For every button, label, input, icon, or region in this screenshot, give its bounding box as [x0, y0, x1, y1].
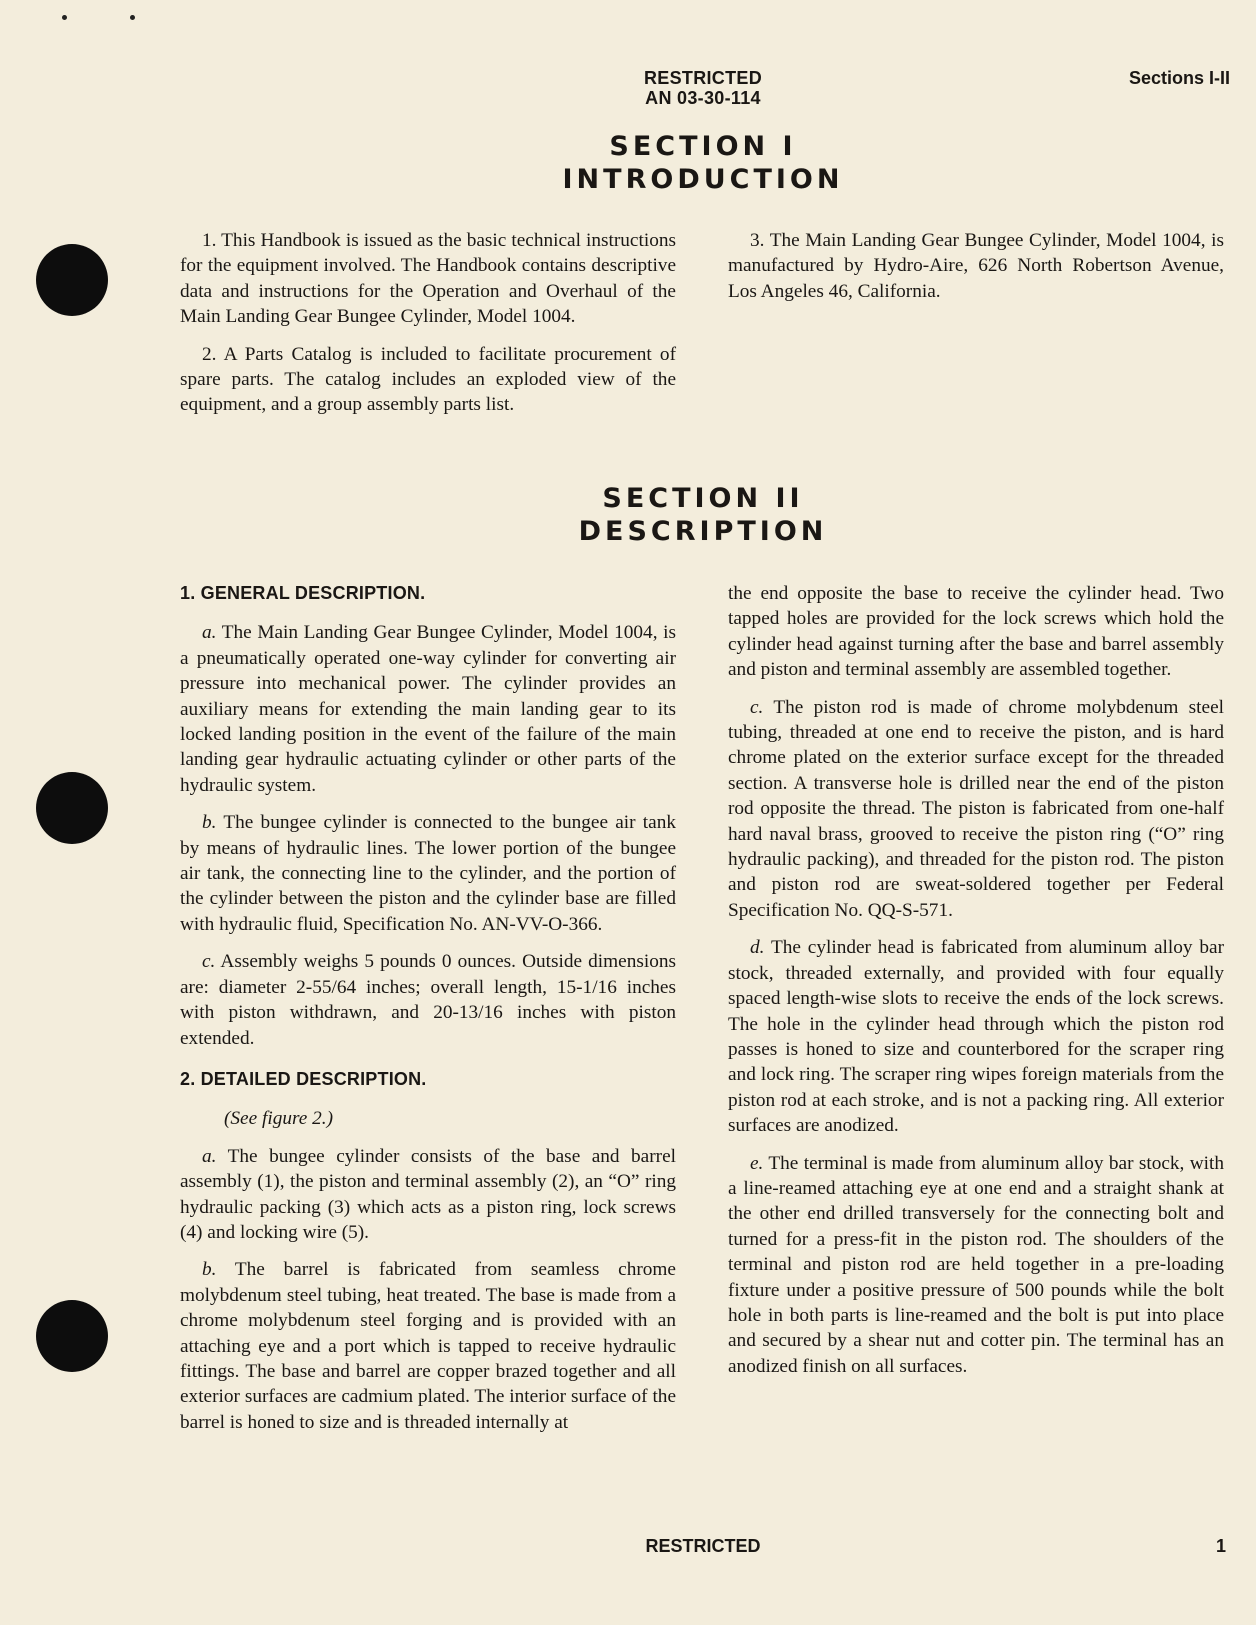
section-1-right-column: [728, 228, 1224, 316]
detailed-paragraph-a: a. The bungee cylinder consists of the base and barrel assembly (1), the piston and terminal assembly (2), an “O” ring hydraulic packing (3) which acts as a piston ring, lock screws (4) and locking wire (5).: [180, 1145, 676, 1243]
header-classification: RESTRICTED: [643, 68, 762, 88]
section-2-title: SECTION II: [602, 483, 804, 514]
print-speck: [62, 15, 67, 20]
footer-classification: RESTRICTED: [645, 1536, 761, 1556]
item-label: c.: [202, 951, 216, 973]
section-1-left-column: [180, 228, 676, 430]
binder-hole-bottom: [36, 1300, 108, 1372]
intro-paragraph-1: 1. This Handbook is issued as the basic technical instructions for the equipment involved. The Handbook contains descriptive data and instructions for the Operation and Overhaul of the Main Landing Gear Bungee Cylinder, Model 1004.: [180, 230, 676, 328]
header-doc-number: AN 03-30-114: [645, 88, 761, 108]
intro-paragraph-2: 2. A Parts Catalog is included to facilitate procurement of spare parts. The catalog includes an exploded view of the equipment, and a group assembly parts list.: [180, 343, 676, 416]
general-paragraph-a: a. The Main Landing Gear Bungee Cylinder, Model 1004, is a pneumatically operated one-way cylinder for converting air pressure into mechanical power. The cylinder provides an auxiliary means for extending the main landing gear to its locked landing position in the event of the failure of the main landing gear hydraulic actuating cylinder or other parts of the hydraulic system.: [180, 622, 676, 796]
item-label: a.: [202, 622, 217, 644]
figure-reference: (See figure 2.): [224, 1108, 334, 1130]
detailed-paragraph-b: b. The barrel is fabricated from seamless chrome molybdenum steel tubing, heat treated. The base is made from a chrome molybdenum steel forging and is provided with an attaching eye and a port which is tapped to receive hydraulic fittings. The base and barrel are copper brazed together and all exterior surfaces are cadmium plated. The interior surface of the barrel is honed to size and is threaded internally at: [180, 1259, 676, 1433]
print-speck: [130, 15, 135, 20]
item-label: b.: [202, 1259, 217, 1281]
section-1-heading: [0, 130, 1256, 196]
item-label: a.: [202, 1145, 217, 1167]
binder-hole-top: [36, 244, 108, 316]
page-number: 1: [1215, 1536, 1226, 1556]
detailed-paragraph-b-continued: the end opposite the base to receive the cylinder head. Two tapped holes are provided for the lock screws which hold the cylinder head against turning after the base and barrel assembly and piston and terminal assembly are assembled together.: [728, 583, 1224, 681]
detailed-paragraph-e: e. The terminal is made from aluminum alloy bar stock, with a line-reamed attaching eye at one end and a straight shank at the other end drilled transversely for the connecting bolt and turned for a press-fit in the piston rod. The shoulders of the terminal and piston rod are held together in a pre-loading fixture under a positive pressure of 500 pounds while the bolt hole in both parts is line-reamed and the bolt is put into place and secured by a shear nut and cotter pin. The terminal has an anodized finish on all surfaces.: [728, 1152, 1224, 1377]
item-label: b.: [202, 812, 217, 834]
intro-paragraph-3: 3. The Main Landing Gear Bungee Cylinder, Model 1004, is manufactured by Hydro-Aire, 626 North Robertson Avenue, Los Angeles 46, California.: [728, 230, 1224, 302]
section-2-subtitle: DESCRIPTION: [578, 516, 828, 547]
detailed-paragraph-d: d. The cylinder head is fabricated from aluminum alloy bar stock, threaded externally, and provided with four equally spaced length-wise slots to receive the ends of the lock screws. The hole in the cylinder head through which the piston rod passes is honed to size and counterbored for the scraper ring and lock ring. The scraper ring wipes foreign materials from the piston rod at each stroke, and is not a packing ring. All exterior surfaces are anodized.: [728, 937, 1224, 1137]
general-description-heading: 1. GENERAL DESCRIPTION.: [180, 583, 426, 603]
section-2-left-column: [180, 581, 676, 1447]
detailed-description-heading: 2. DETAILED DESCRIPTION.: [180, 1068, 427, 1089]
item-label: d.: [750, 937, 765, 959]
section-1-title: SECTION I: [609, 131, 797, 162]
section-1-subtitle: INTRODUCTION: [562, 164, 844, 195]
binder-hole-middle: [36, 772, 108, 844]
header-sections-label: Sections I-II: [1128, 68, 1230, 88]
section-2-right-column: [728, 581, 1224, 1391]
general-paragraph-b: b. The bungee cylinder is connected to the bungee air tank by means of hydraulic lines. The lower portion of the bungee air tank, the connecting line to the cylinder, and the portion of the cylinder between the piston and the cylinder base are filled with hydraulic fluid, Specification No. AN-VV-O-366.: [180, 812, 676, 935]
general-paragraph-c: c. Assembly weighs 5 pounds 0 ounces. Outside dimensions are: diameter 2-55/64 inches; overall length, 15-1/16 inches with piston withdrawn, and 20-13/16 inches with piston extended.: [180, 951, 676, 1049]
item-label: e.: [750, 1152, 764, 1174]
page-header: [0, 68, 1256, 108]
section-2-heading: [0, 482, 1256, 548]
item-label: c.: [750, 696, 764, 718]
detailed-paragraph-c: c. The piston rod is made of chrome molybdenum steel tubing, threaded at one end to receive the piston, and is hard chrome plated on the exterior surface except for the threaded section. A transverse hole is drilled near the end of the piston rod opposite the thread. The piston is fabricated from one-half hard naval brass, grooved to receive the piston ring (“O” ring hydraulic packing), and threaded for the piston rod. The piston and piston rod are sweat-soldered together per Federal Specification No. QQ-S-571.: [728, 696, 1224, 921]
